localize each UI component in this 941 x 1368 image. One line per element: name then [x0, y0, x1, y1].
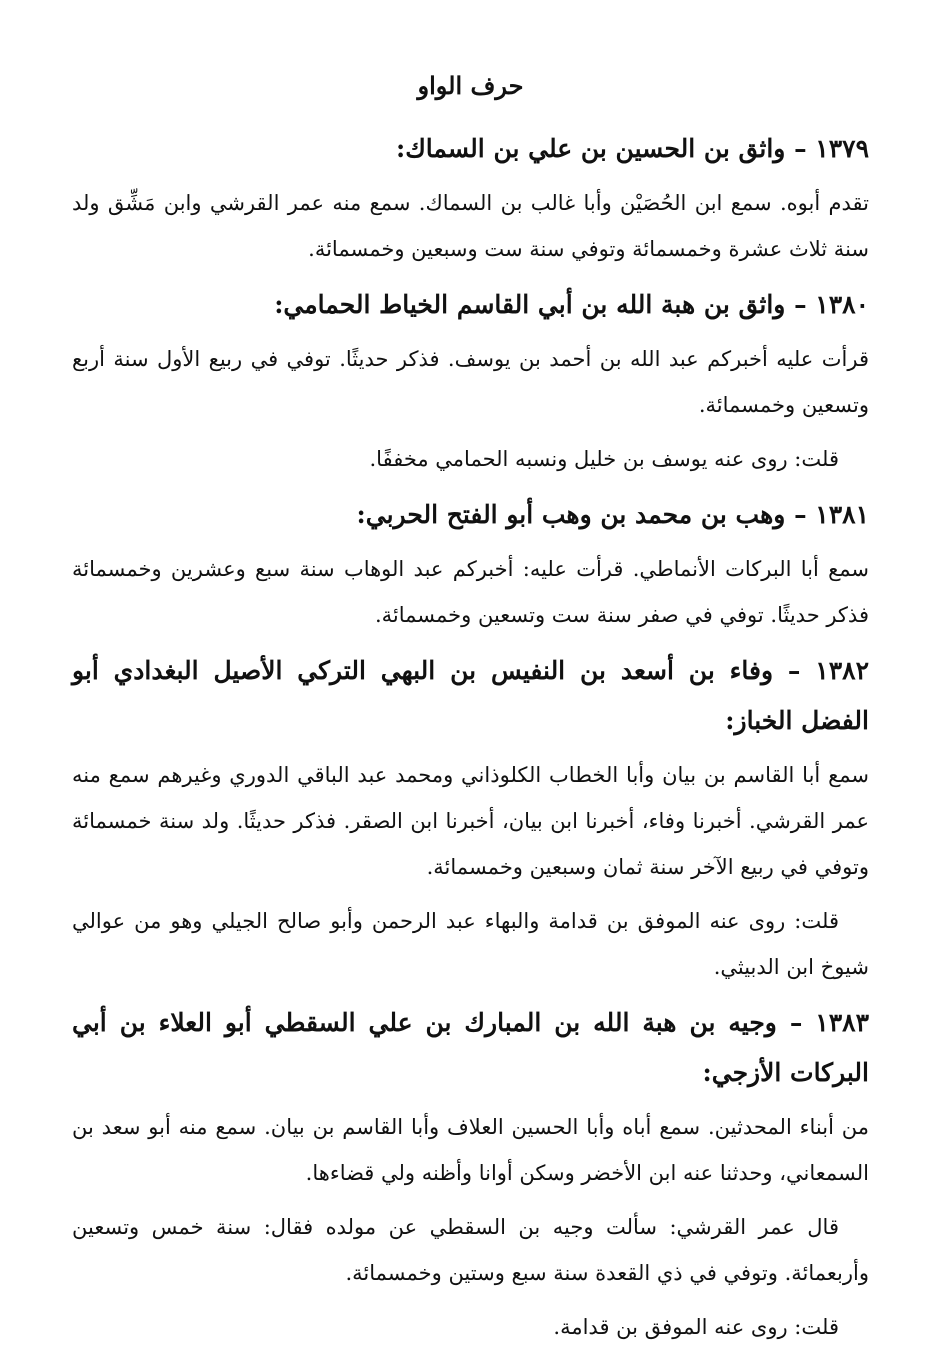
entry-heading: ١٣٨٠ – واثق بن هبة الله بن أبي القاسم الخياط الحمامي:	[274, 290, 869, 319]
entry-quote: قال عمر القرشي: سألت وجيه بن السقطي عن مولده فقال: سنة خمس وتسعين وأربعمائة. وتوفي في ذي القعدة سنة سبع وستين وخمسمائة.	[72, 1215, 869, 1285]
entry-note: قلت: روى عنه الموفق بن قدامة والبهاء عبد الرحمن وأبو صالح الجيلي وهو من عوالي شيوخ ابن الدبيثي.	[72, 909, 869, 979]
entry-heading: ١٣٨٢ – وفاء بن أسعد بن النفيس بن البهي التركي الأصيل البغدادي أبو الفضل الخباز:	[72, 656, 869, 735]
entry-1382	[72, 646, 869, 990]
entry-paragraph: سمع أبا البركات الأنماطي. قرأت عليه: أخبركم عبد الوهاب سنة سبع وعشرين وخمسمائة فذكر حديثًا. توفي في صفر سنة ست وتسعين وخمسمائة.	[72, 557, 869, 627]
entry-note: قلت: روى عنه يوسف بن خليل ونسبه الحمامي مخففًا.	[369, 447, 839, 471]
entry-1381	[72, 490, 869, 638]
entry-paragraph: تقدم أبوه. سمع ابن الحُصَيْن وأبا غالب بن السماك. سمع منه عمر القرشي وابن مَشِّق ولد سنة ثلاث عشرة وخمسمائة وتوفي سنة ست وسبعين وخمسمائة.	[72, 191, 869, 261]
entry-heading: ١٣٨١ – وهب بن محمد بن وهب أبو الفتح الحربي:	[356, 500, 869, 529]
entry-paragraph: قرأت عليه أخبركم عبد الله بن أحمد بن يوسف. فذكر حديثًا. توفي في ربيع الأول سنة أربع وتسعين وخمسمائة.	[72, 347, 869, 417]
page-content	[72, 66, 869, 1358]
entry-paragraph: من أبناء المحدثين. سمع أباه وأبا الحسين العلاف وأبا القاسم بن بيان. سمع منه أبو سعد بن السمعاني، وحدثنا عنه ابن الأخضر وسكن أوانا وأظنه ولي قضاءها.	[72, 1115, 869, 1185]
entry-note: قلت: روى عنه الموفق بن قدامة.	[553, 1315, 839, 1339]
entry-1379	[72, 124, 869, 272]
entry-1383	[72, 998, 869, 1350]
entry-heading: ١٣٧٩ – واثق بن الحسين بن علي بن السماك:	[395, 134, 869, 163]
entry-heading: ١٣٨٣ – وجيه بن هبة الله بن المبارك بن علي السقطي أبو العلاء بن أبي البركات الأزجي:	[72, 1008, 869, 1087]
entry-paragraph: سمع أبا القاسم بن بيان وأبا الخطاب الكلوذاني ومحمد عبد الباقي الدوري وغيرهم سمع منه عمر القرشي. أخبرنا وفاء، أخبرنا ابن بيان، أخبرنا ابن الصقر. فذكر حديثًا. ولد سنة خمسمائة وتوفي في ربيع الآخر سنة ثمان وسبعين وخمسمائة.	[72, 763, 869, 879]
chapter-title: حرف الواو	[417, 71, 524, 100]
entry-1380	[72, 280, 869, 482]
